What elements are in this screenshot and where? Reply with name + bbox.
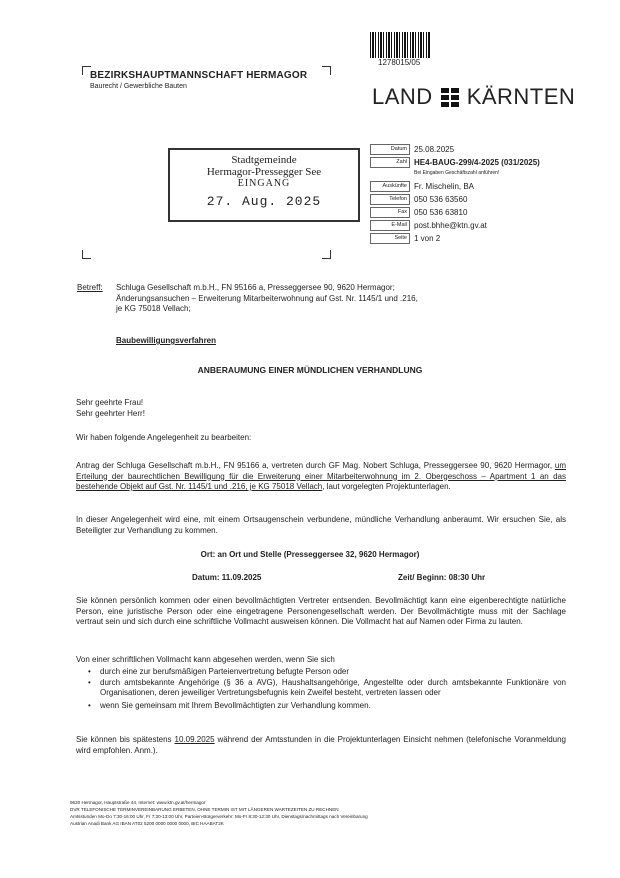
stamp-line2: Hermagor-Pressegger See xyxy=(206,166,322,178)
document-title: ANBERAUMUNG EINER MÜNDLICHEN VERHANDLUNG xyxy=(197,365,423,375)
vertreter-paragraph: Sie können persönlich kommen oder einen bevollmächtigten Vertreter entsenden. Bevollmächtigt kann eine eigenberechtigte natürliche Person, eine juristische Person oder eine eingetragene Personengesellschaft werden. Der Bevollmächtigte muss mit der Sachlage vertraut sein und sich durch eine schriftliche Vollmacht ausweisen können. Die Vollmacht hat auf Namen oder Firma zu lauten. xyxy=(76,596,566,626)
received-stamp xyxy=(168,148,360,222)
antrag-text-end: , laut vorgelegten Projektunterlagen. xyxy=(322,482,451,491)
datum-label: Datum xyxy=(370,144,410,155)
barcode-number: 1278015/05 xyxy=(378,58,421,67)
footer xyxy=(70,799,570,827)
logo-text-left: LAND xyxy=(372,84,433,109)
procedure-heading: Baubewilligungsverfahren xyxy=(116,336,217,345)
reference-block xyxy=(370,143,540,245)
auskunft-label: Auskünfte xyxy=(370,181,410,192)
einsicht-text-end: während der Amtsstunden in die Projektunterlagen Einsicht nehmen (telefonische Voranmeldung wird empfohlen. Anm.). xyxy=(76,735,566,755)
betreff-line: Änderungsansuchen – Erweiterung Mitarbeiterwohnung auf Gst. Nr. 1145/1 und .216, xyxy=(116,293,418,303)
stamp-date: 27. Aug. 2025 xyxy=(206,194,322,209)
footer-line: Amtsstunden Mo-Do 7:30-16:00 Uhr, Fr 7:30-13:00 Uhr, Parteien-Bürgerverkehr: Mo-Fr 8:30-12:30 Uhr, Dienstags/nachmittags nach Vereinbarung xyxy=(70,814,368,819)
land-kaernten-logo xyxy=(372,84,575,110)
antrag-text: Antrag der Schluga Gesellschaft m.b.H., FN 95166 a, vertreten durch GF Mag. Nobert Schluga, Presseggersee 90, 9620 Hermagor, xyxy=(76,461,555,470)
fax-value: 050 536 63810 xyxy=(414,208,468,217)
barcode-graphic xyxy=(370,32,430,58)
stamp-line3: EINGANG xyxy=(237,178,291,189)
list-item: • durch amtsbekannte Angehörige (§ 36 a AVG), Haushaltsangehörige, Angestellte oder durch amtsbekannte Funktionäre von Organisationen, deren jeweiliger Vertretungsbefugnis kein Zweifel besteht, vertreten lassen oder xyxy=(86,678,566,699)
email-label: E-Mail xyxy=(370,220,410,231)
betreff-line: je KG 75018 Vellach; xyxy=(116,304,191,313)
betreff-text xyxy=(116,283,516,315)
fax-label: Fax xyxy=(370,207,410,218)
intro-paragraph: Wir haben folgende Angelegenheit zu bearbeiten: xyxy=(76,433,252,442)
verhandlung-paragraph: In dieser Angelegenheit wird eine, mit einem Ortsaugenschein verbundene, mündliche Verhandlung anberaumt. Wir ersuchen Sie, als Beteiligter zur Verhandlung zu kommen. xyxy=(76,515,566,535)
list-item: • wenn Sie gemeinsam mit Ihrem Bevollmächtigten zur Verhandlung kommen. xyxy=(86,701,566,712)
einsicht-deadline: 10.09.2025 xyxy=(174,735,215,744)
zahl-value: HE4-BAUG-299/4-2025 (031/2025) xyxy=(414,158,540,167)
vollmacht-list xyxy=(86,667,566,711)
zahl-label: Zahl xyxy=(370,157,410,168)
footer-line: DVR TELEFONISCHE TERMINVEREINBARUNG ERBETEN, OHNE TERMIN IST MIT LÄNGEREN WARTEZEITEN ZU RECHNEN xyxy=(70,807,339,812)
seite-label: Seite xyxy=(370,233,410,244)
betreff-line: Schluga Gesellschaft m.b.H., FN 95166 a, Presseggersee 90, 9620 Hermagor; xyxy=(116,283,395,292)
antrag-underlined: um Erteilung der baurechtlichen Bewilligung für die Erweiterung einer Mitarbeiterwohnung im 2. Obergeschoss – Apartment 1 an das bestehende Objekt auf Gst. Nr. 1145/1 und .216, je KG 75018 Vellach xyxy=(76,461,566,491)
salutation-line: Sehr geehrter Herr! xyxy=(76,408,145,418)
footer-line: Austrian Anadi Bank AG IBAN AT02 5200 0000 0000 0000, BIC HAABAT2K xyxy=(70,821,224,826)
address-corner-mark xyxy=(82,250,91,259)
address-corner-mark xyxy=(322,250,331,259)
hearing-location: Ort: an Ort und Stelle (Presseggersee 32, 9620 Hermagor) xyxy=(200,550,420,559)
sender-organization: BEZIRKSHAUPTMANNSCHAFT HERMAGOR xyxy=(90,70,308,81)
logo-mark-icon xyxy=(441,88,459,107)
antrag-paragraph xyxy=(76,461,566,493)
telefon-value: 050 536 63560 xyxy=(414,195,468,204)
address-corner-mark xyxy=(322,66,331,75)
hearing-date: Datum: 11.09.2025 xyxy=(192,573,262,582)
auskunft-value: Fr. Mischelin, BA xyxy=(414,182,475,191)
email-value: post.bhhe@ktn.gv.at xyxy=(414,221,487,230)
seite-value: 1 von 2 xyxy=(414,234,441,243)
list-item: • durch eine zur berufsmäßigen Parteienvertretung befugte Person oder xyxy=(86,667,566,678)
salutation-line: Sehr geehrte Frau! xyxy=(76,398,144,407)
logo-text-right: KÄRNTEN xyxy=(466,84,576,109)
einsicht-text: Sie können bis spätestens xyxy=(76,735,175,744)
telefon-label: Telefon xyxy=(370,194,410,205)
betreff-label: Betreff: xyxy=(77,283,103,292)
datum-value: 25.08.2025 xyxy=(414,145,455,154)
salutation xyxy=(76,398,566,419)
einsicht-paragraph xyxy=(76,735,566,756)
stamp-line1: Stadtgemeinde xyxy=(231,154,297,166)
vollmacht-paragraph: Von einer schriftlichen Vollmacht kann abgesehen werden, wenn Sie sich xyxy=(76,655,335,664)
footer-line: 9620 Hermagor, Hauptstraße 44, Internet: www.ktn.gv.at/hermagor xyxy=(70,800,206,805)
sender-department: Baurecht / Gewerbliche Bauten xyxy=(90,83,187,90)
hearing-time: Zeit/ Beginn: 08:30 Uhr xyxy=(398,573,486,582)
reference-note: Bei Eingaben Geschäftszahl anführen! xyxy=(414,170,500,176)
